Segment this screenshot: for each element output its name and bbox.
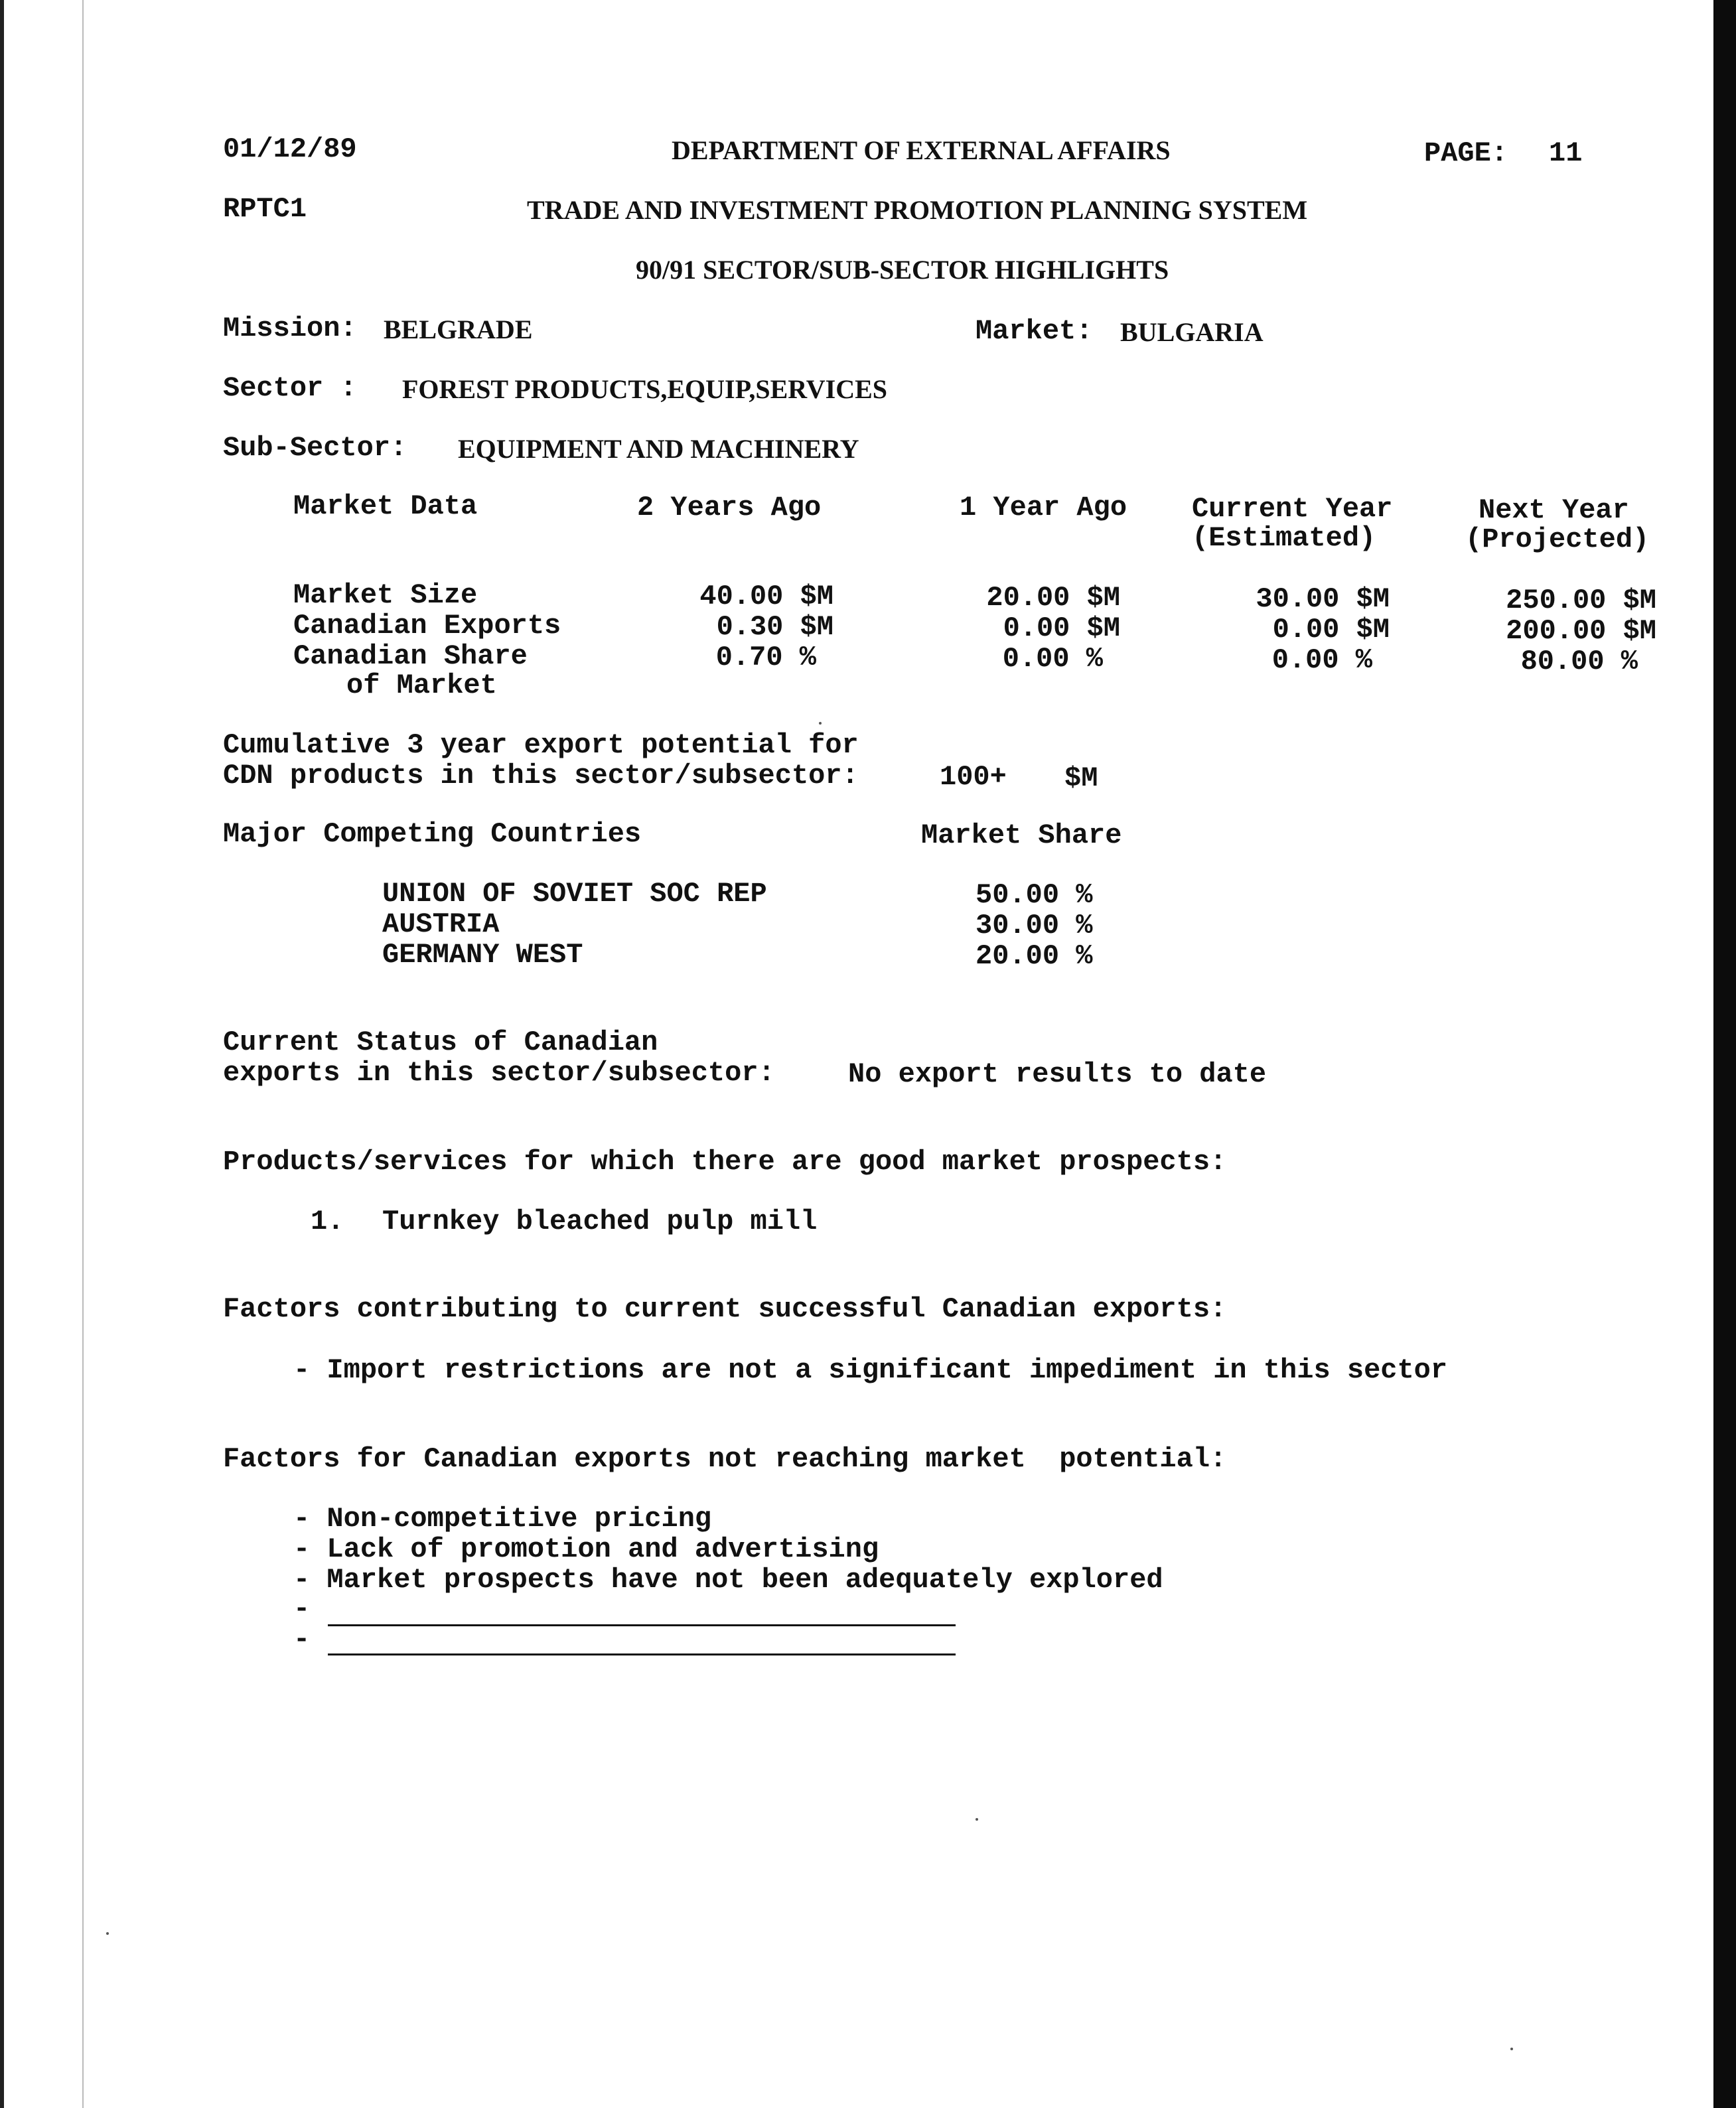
potential-unit: $M [1064, 762, 1098, 794]
report-date: 01/12/89 [223, 133, 357, 165]
market-label: Market: [976, 315, 1093, 347]
scan-speck [1510, 2048, 1513, 2050]
cell-market-size-next: 250.00 $M [1506, 585, 1656, 616]
subsector-label: Sub-Sector: [223, 432, 407, 464]
department-title: DEPARTMENT OF EXTERNAL AFFAIRS [672, 135, 1171, 165]
col-header-next-year: Next Year [1479, 494, 1629, 526]
col-header-current-year: Current Year [1192, 493, 1393, 525]
prospects-heading: Products/services for which there are good market prospects: [223, 1146, 1227, 1178]
col-header-estimated: (Estimated) [1192, 522, 1376, 554]
col-header-2-years-ago: 2 Years Ago [637, 492, 822, 524]
status-value: No export results to date [848, 1058, 1267, 1090]
potential-line-1: Cumulative 3 year export potential for [223, 729, 859, 761]
market-value: BULGARIA [1120, 317, 1264, 347]
prospect-number: 1. [311, 1206, 344, 1237]
success-factors-heading: Factors contributing to current successful Canadian exports: [223, 1293, 1227, 1325]
cell-exports-1y: 0.00 $M [1003, 612, 1120, 644]
competitor-share: 50.00 % [976, 879, 1093, 911]
competitor-country: GERMANY WEST [382, 939, 583, 971]
competitor-share: 20.00 % [976, 940, 1093, 972]
cell-share-current: 0.00 % [1271, 644, 1372, 676]
cell-exports-current: 0.00 $M [1272, 614, 1390, 646]
cell-share-2y: 0.70 % [715, 642, 816, 673]
barrier-factor-item: - Non-competitive pricing [293, 1503, 712, 1535]
subsector-value: EQUIPMENT AND MACHINERY [458, 434, 859, 464]
row-label-canadian-share: Canadian Share [293, 640, 528, 672]
cell-share-1y: 0.00 % [1002, 643, 1103, 675]
report-code: RPTC1 [223, 193, 307, 225]
cell-exports-next: 200.00 $M [1506, 615, 1656, 647]
sector-label: Sector : [223, 372, 357, 404]
blank-line [328, 1624, 956, 1626]
col-header-1-year-ago: 1 Year Ago [960, 492, 1127, 524]
status-line-2: exports in this sector/subsector: [223, 1057, 775, 1089]
cell-share-next: 80.00 % [1520, 646, 1638, 677]
mission-value: BELGRADE [384, 315, 533, 344]
cell-market-size-2y: 40.00 $M [699, 581, 833, 612]
page-number: 11 [1549, 137, 1583, 169]
status-line-1: Current Status of Canadian [223, 1026, 658, 1058]
competitor-country: UNION OF SOVIET SOC REP [382, 878, 767, 910]
row-label-of-market: of Market [346, 669, 497, 701]
cell-market-size-1y: 20.00 $M [986, 582, 1120, 614]
competitors-heading: Major Competing Countries [223, 818, 642, 850]
scan-margin-line [82, 0, 84, 2108]
scan-right-edge [1713, 0, 1736, 2108]
mission-label: Mission: [223, 313, 357, 344]
barrier-factor-item: - Market prospects have not been adequately explored [293, 1564, 1163, 1596]
page-label: PAGE: [1424, 137, 1508, 169]
barrier-factors-heading: Factors for Canadian exports not reaching market potential: [223, 1443, 1227, 1475]
prospect-item: Turnkey bleached pulp mill [382, 1206, 818, 1237]
cell-market-size-current: 30.00 $M [1256, 583, 1390, 615]
blank-line [328, 1653, 956, 1655]
competitor-share: 30.00 % [976, 910, 1093, 942]
col-header-projected: (Projected) [1465, 524, 1650, 555]
blank-dash: - [293, 1624, 311, 1655]
competitor-country: AUSTRIA [382, 908, 500, 940]
sector-value: FOREST PRODUCTS,EQUIP,SERVICES [402, 374, 888, 404]
scan-speck [976, 1818, 978, 1821]
blank-dash: - [293, 1593, 311, 1625]
potential-line-2: CDN products in this sector/subsector: [223, 760, 859, 792]
report-title: 90/91 SECTOR/SUB-SECTOR HIGHLIGHTS [636, 255, 1169, 285]
scan-speck [819, 722, 822, 725]
row-label-market-size: Market Size [293, 579, 478, 611]
system-title: TRADE AND INVESTMENT PROMOTION PLANNING SYSTEM [527, 195, 1308, 225]
competitors-share-heading: Market Share [921, 819, 1122, 851]
cell-exports-2y: 0.30 $M [716, 611, 833, 643]
barrier-factor-item: - Lack of promotion and advertising [293, 1533, 879, 1565]
scan-left-edge [0, 0, 4, 2108]
col-header-market-data: Market Data [293, 490, 478, 522]
potential-value: 100+ [940, 761, 1007, 793]
success-factor-item: - Import restrictions are not a significant impediment in this sector [293, 1354, 1448, 1386]
row-label-canadian-exports: Canadian Exports [293, 610, 561, 642]
scan-speck [106, 1932, 109, 1935]
